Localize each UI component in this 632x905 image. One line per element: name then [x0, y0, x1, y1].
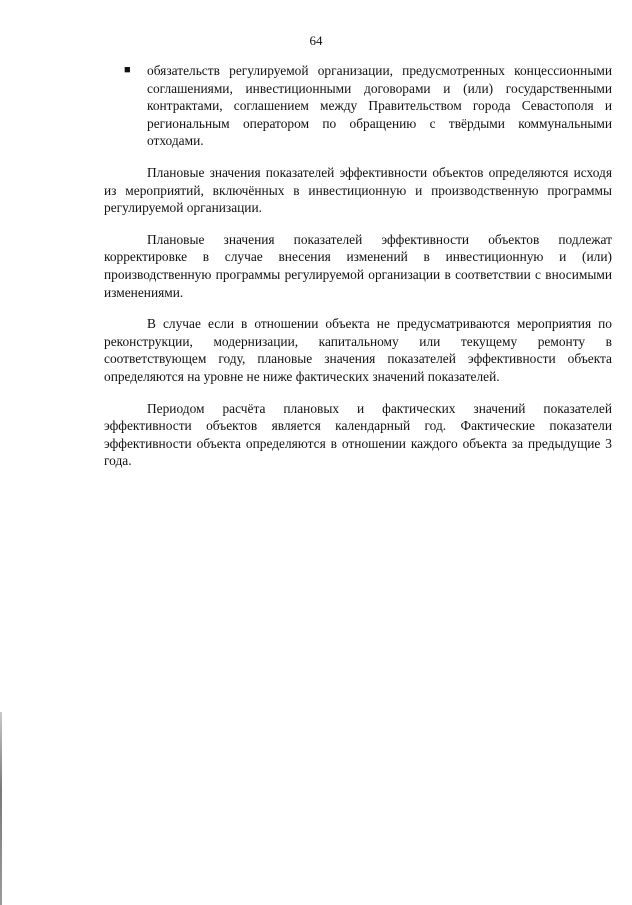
page-number: 64: [309, 33, 323, 48]
paragraph-planned-values-basis: Плановые значения показателей эффективности объектов определяются исходя из мероприятий, включённых в инвестиционную и производственную программы регулируемой организации.: [104, 164, 612, 216]
bullet-list-item: [104, 62, 612, 150]
paragraph-planned-values-adjustment: Плановые значения показателей эффективности объектов подлежат корректировке в случае внесения изменений в инвестиционную и (или) производственную программы регулируемой организации в соответствии с вносимыми изменениями.: [104, 231, 612, 300]
scan-edge-artifact: [0, 712, 2, 905]
document-body: [104, 62, 612, 484]
bullet-square-icon: ■: [124, 64, 131, 76]
paragraph-no-measures-case: В случае если в отношении объекта не предусматриваются мероприятия по реконструкции, модернизации, капитальному или текущему ремонту в соответствующем году, плановые значения показателей эффективности объекта определяются на уровне не ниже фактических значений показателей.: [104, 316, 612, 384]
paragraph-calculation-period: Периодом расчёта плановых и фактических значений показателей эффективности объектов является календарный год. Фактические показатели эффективности объекта определяются в отношении каждого объекта за предыдущие 3 года.: [104, 400, 612, 469]
bullet-text: обязательств регулируемой организации, предусмотренных концессионными соглашениями, инвестиционными договорами и (или) государственными контрактами, соглашением между Правительством города Севастополя и региональным оператором по обращению с твёрдыми коммунальными отходами.: [147, 63, 612, 149]
